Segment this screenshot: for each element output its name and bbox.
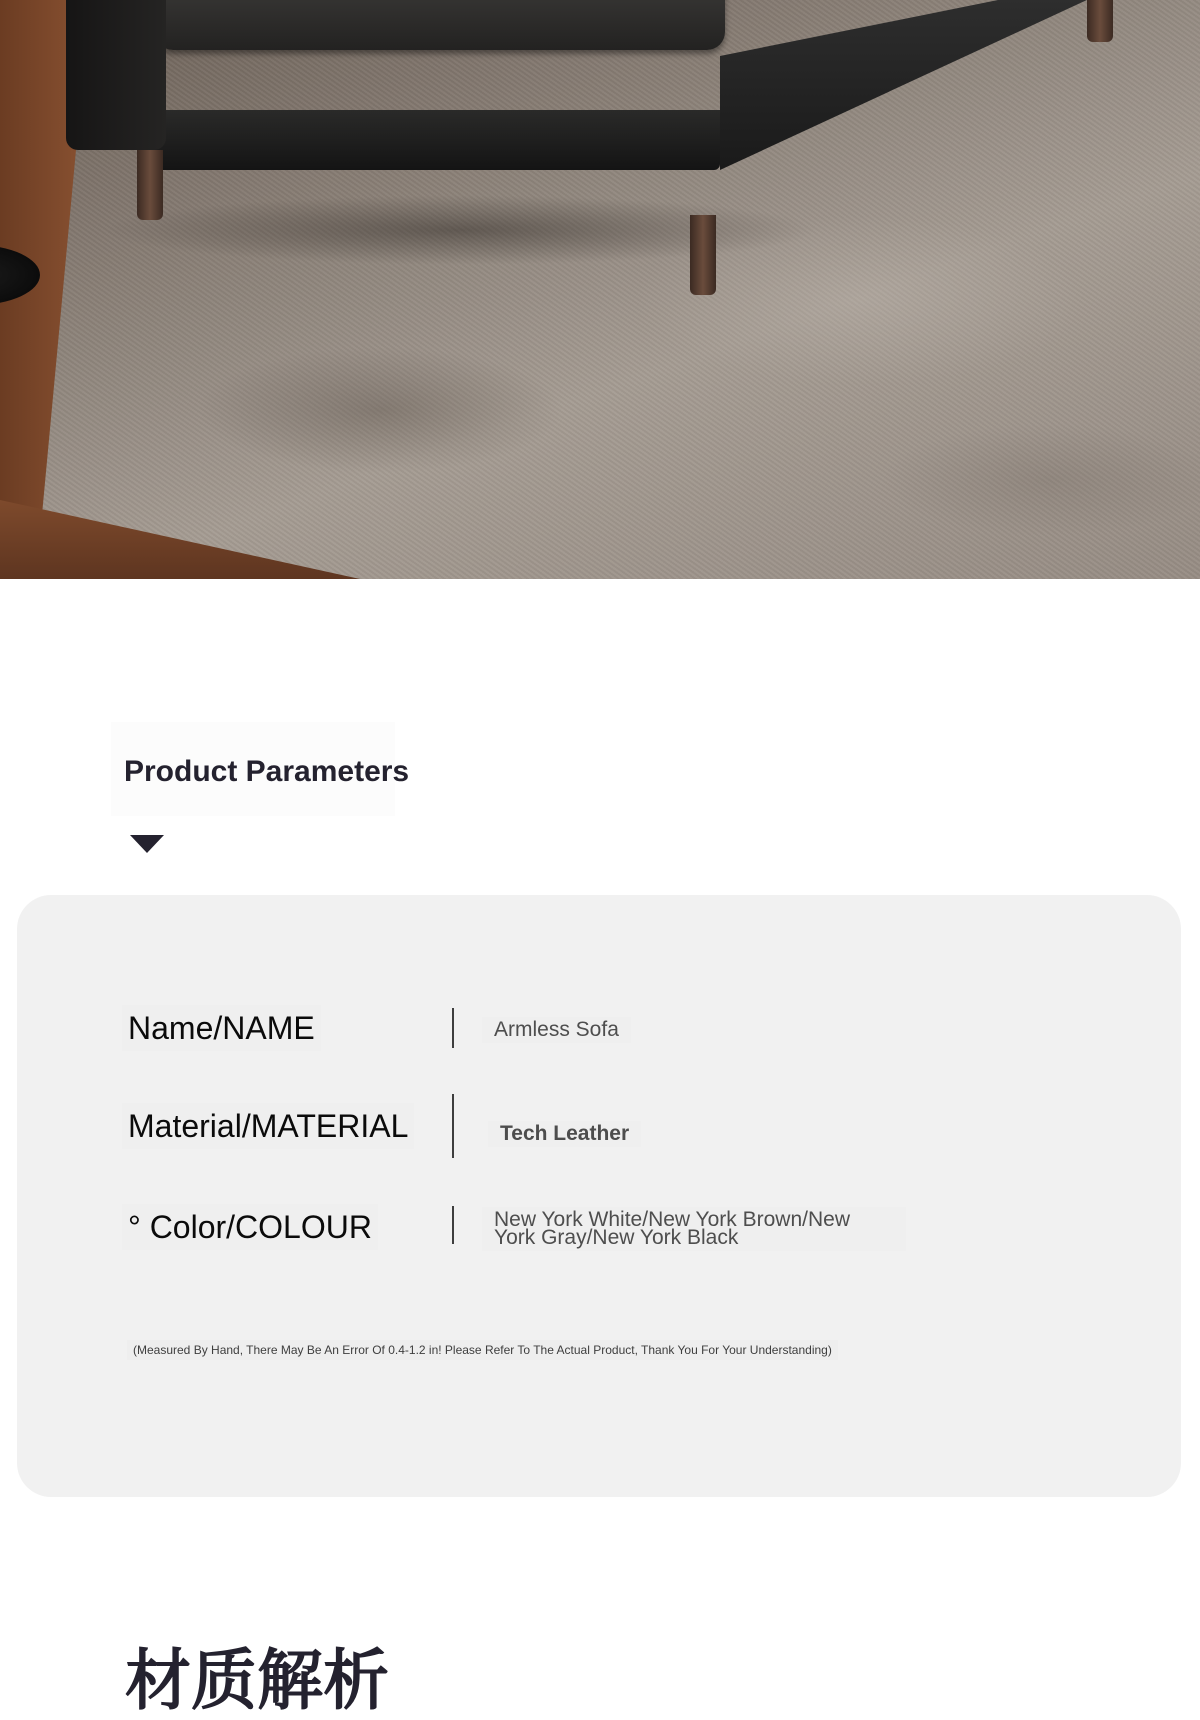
section-heading [111,722,410,816]
sofa-leg [690,215,716,295]
param-divider [452,1206,454,1244]
triangle-down-icon [130,835,164,853]
param-value-color: New York White/New York Brown/New York Gray/New York Black [482,1207,906,1251]
next-section-title: 材质解析 [125,1643,389,1717]
sofa-leg [137,150,163,220]
hero-product-image [0,0,1200,579]
measurement-note: (Measured By Hand, There May Be An Error Of 0.4-1.2 in! Please Refer To The Actual Product, Thank You For Your Understanding) [127,1340,838,1360]
sofa-leg [1087,0,1113,42]
param-label-name: Name/NAME [122,1005,321,1051]
sofa-cushion [155,0,725,50]
section-title: Product Parameters [124,755,410,788]
param-label-material: Material/MATERIAL [122,1103,414,1149]
rug-texture [0,0,1200,579]
param-divider [452,1008,454,1048]
params-card [17,895,1181,1497]
param-value-name: Armless Sofa [482,1017,631,1043]
param-divider [452,1094,454,1158]
sofa-base [150,110,720,170]
sofa-arm [66,0,166,150]
param-value-material: Tech Leather [488,1121,641,1147]
param-label-color: ° Color/COLOUR [122,1204,378,1250]
